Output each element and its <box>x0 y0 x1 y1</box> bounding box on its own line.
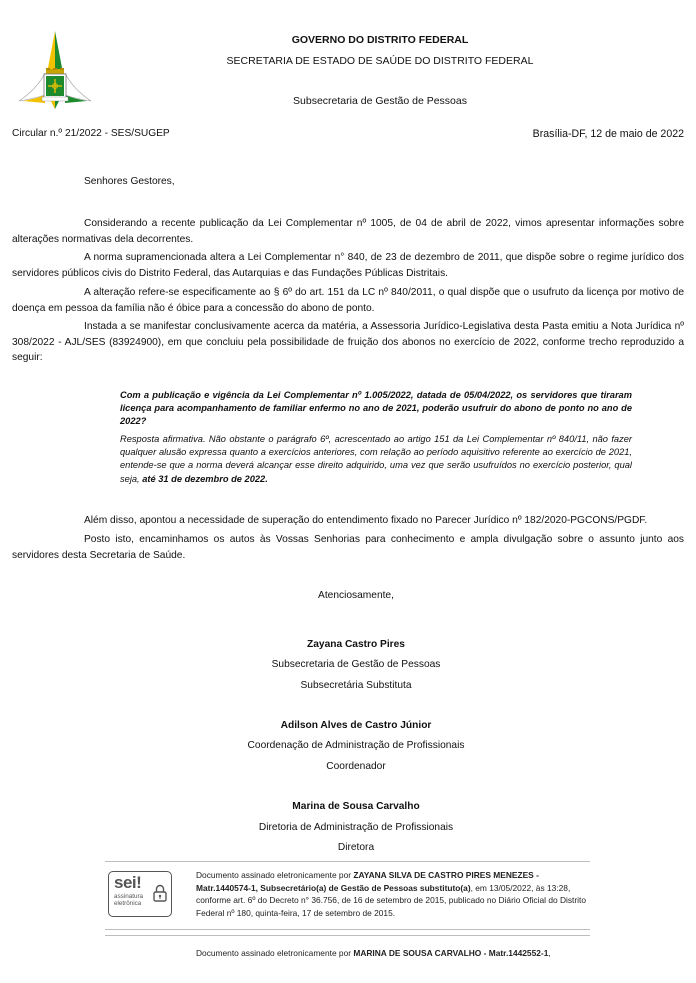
quoted-answer <box>120 433 632 486</box>
signature-prefix: Documento assinado eletronicamente por <box>196 870 352 880</box>
sign-off: Atenciosamente, <box>318 590 394 601</box>
circular-number: Circular n.º 21/2022 - SES/SUGEP <box>12 128 170 139</box>
sei-signature-badge[interactable] <box>108 871 172 917</box>
subsecretariat-title: Subsecretaria de Gestão de Pessoas <box>293 95 467 107</box>
divider <box>105 861 590 862</box>
paragraph: Posto isto, encaminhamos os autos às Vossas Senhorias para conhecimento e ampla divulgação sobre o assunto junto aos servidores desta Secretaria de Saúde. <box>12 534 684 561</box>
signature-prefix: Documento assinado eletronicamente por <box>196 948 352 958</box>
sei-caption <box>114 893 143 907</box>
sei-caption-line1: assinatura <box>114 893 144 900</box>
signatory-unit: Diretoria de Administração de Profissionais <box>258 822 454 833</box>
paragraph: Considerando a recente publicação da Lei Complementar nº 1005, de 04 de abril de 2022, vimos apresentar informações sobre alterações normativas dela decorrentes. <box>12 218 684 245</box>
signature-details: , <box>548 948 551 958</box>
place-date: Brasília-DF, 12 de maio de 2022 <box>532 128 684 140</box>
signature-signer: MARINA DE SOUSA CARVALHO - Matr.1442552-1 <box>353 948 549 958</box>
signatory-role: Subsecretária Substituta <box>300 680 412 691</box>
electronic-signature-text <box>196 869 596 919</box>
electronic-signature-text <box>196 947 616 960</box>
quoted-question: Com a publicação e vigência da Lei Complementar nº 1.005/2022, datada de 05/04/2022, os servidores que tiraram licença para acompanhamento de familiar enfermo no ano de 2021, poderão usufruir do abono de ponto no ano de 2022? <box>120 390 632 427</box>
signatory-unit: Coordenação de Administração de Profissionais <box>247 740 465 751</box>
signatory-role: Coordenador <box>326 761 386 772</box>
quoted-answer-deadline: até 31 de dezembro de 2022. <box>142 473 268 484</box>
government-title: GOVERNO DO DISTRITO FEDERAL <box>291 34 469 46</box>
signature-details: , em 13/05/2022, às 13:28, conforme art. 6º do Decreto n° 36.756, de 16 de setembro de 2015, publicado no Diário Oficial do Distrito Federal nº 180, quinta-feira, 17 de setembro de 2015. <box>196 882 587 918</box>
signature-signer: ZAYANA SILVA DE CASTRO PIRES MENEZES - Matr.1440574-1, Subsecretário(a) de Gestão de Pessoas substituto(a) <box>196 870 539 893</box>
quoted-answer-text: Resposta afirmativa. Não obstante o parágrafo 6º, acrescentado ao artigo 151 da Lei Complementar nº 840/11, não fazer qualquer alusão expressa quanto a exercícios anteriores, com relação ao período aquisitivo referente ao exercício de 2021, entende-se que a norma deverá alcançar esse direito adquirido, uma vez que serão usufruídos no exercício posterior, qual seja, <box>120 434 632 484</box>
paragraph: Instada a se manifestar conclusivamente acerca da matéria, a Assessoria Jurídico-Legislativa desta Pasta emitiu a Nota Jurídica nº 308/2022 - AJL/SES (83924900), em que concluiu pela possibilidade de fruição dos abonos no exercício de 2022, conforme trecho reproduzido a seguir: <box>12 321 684 363</box>
secretariat-title: SECRETARIA DE ESTADO DE SAÚDE DO DISTRITO FEDERAL <box>226 55 534 67</box>
padlock-icon <box>153 884 167 902</box>
brasao-df-logo <box>15 29 95 113</box>
signatory-name: Adilson Alves de Castro Júnior <box>280 720 432 731</box>
signatory-name: Marina de Sousa Carvalho <box>292 801 420 812</box>
paragraph: A norma supramencionada altera a Lei Complementar n° 840, de 23 de dezembro de 2011, que dispõe sobre o regime jurídico dos servidores públicos civis do Distrito Federal, das Autarquias e das Fundações Públicas Distritais. <box>12 252 684 279</box>
divider <box>105 929 590 930</box>
salutation: Senhores Gestores, <box>84 176 175 187</box>
signatory-unit: Subsecretaria de Gestão de Pessoas <box>271 659 441 670</box>
sei-caption-line2: eletrônica <box>114 900 142 907</box>
signatory-name: Zayana Castro Pires <box>307 639 405 650</box>
paragraph: Além disso, apontou a necessidade de superação do entendimento fixado no Parecer Jurídico nº 182/2020-PGCONS/PGDF. <box>84 515 648 526</box>
sei-brand: sei! <box>114 873 142 892</box>
signatory-role: Diretora <box>337 842 375 853</box>
divider <box>105 935 590 936</box>
paragraph: A alteração refere-se especificamente ao § 6º do art. 151 da LC nº 840/2011, o qual dispõe que o usufruto da licença por motivo de doença em pessoa da família não é óbice para a concessão do abono de ponto. <box>12 287 684 314</box>
